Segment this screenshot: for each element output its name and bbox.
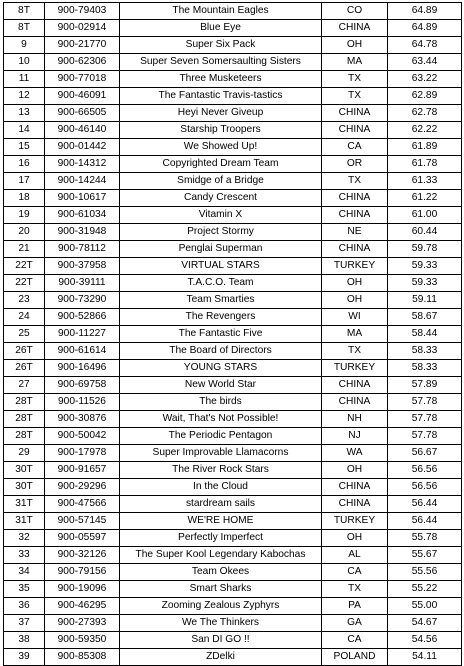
team-name-cell: Starship Troopers [120,122,322,139]
location-cell: TURKEY [322,513,388,530]
rank-cell: 13 [4,105,45,122]
location-cell: CA [322,139,388,156]
table-row [4,275,462,292]
table-row [4,224,462,241]
table-row [4,190,462,207]
table-row [4,615,462,632]
rank-cell: 15 [4,139,45,156]
team-name-cell: Candy Crescent [120,190,322,207]
location-cell: OH [322,275,388,292]
table-row [4,122,462,139]
table-row [4,496,462,513]
team-id-cell: 900-05597 [45,530,120,547]
score-cell: 59.33 [388,275,462,292]
rank-cell: 26T [4,360,45,377]
location-cell: AL [322,547,388,564]
table-row [4,564,462,581]
team-name-cell: Heyi Never Giveup [120,105,322,122]
team-name-cell: Three Musketeers [120,71,322,88]
team-id-cell: 900-57145 [45,513,120,530]
rank-cell: 30T [4,462,45,479]
rank-cell: 22T [4,258,45,275]
rank-cell: 21 [4,241,45,258]
location-cell: OH [322,462,388,479]
location-cell: NE [322,224,388,241]
location-cell: POLAND [322,649,388,666]
team-id-cell: 900-77018 [45,71,120,88]
team-name-cell: Blue Eye [120,20,322,37]
team-name-cell: ZDelki [120,649,322,666]
team-name-cell: Project Stormy [120,224,322,241]
team-id-cell: 900-69758 [45,377,120,394]
location-cell: PA [322,598,388,615]
location-cell: CHINA [322,20,388,37]
table-row [4,309,462,326]
team-name-cell: The Fantastic Travis-tastics [120,88,322,105]
location-cell: CA [322,564,388,581]
location-cell: WA [322,445,388,462]
team-id-cell: 900-21770 [45,37,120,54]
score-cell: 59.33 [388,258,462,275]
score-cell: 58.33 [388,360,462,377]
score-cell: 59.78 [388,241,462,258]
table-row [4,241,462,258]
location-cell: CHINA [322,394,388,411]
score-cell: 64.89 [388,20,462,37]
team-id-cell: 900-27393 [45,615,120,632]
team-name-cell: Copyrighted Dream Team [120,156,322,173]
team-name-cell: Super Seven Somersaulting Sisters [120,54,322,71]
table-row [4,462,462,479]
team-id-cell: 900-91657 [45,462,120,479]
table-row [4,479,462,496]
table-row [4,411,462,428]
location-cell: OH [322,530,388,547]
team-id-cell: 900-47566 [45,496,120,513]
team-name-cell: WE'RE HOME [120,513,322,530]
team-id-cell: 900-59350 [45,632,120,649]
team-name-cell: The Super Kool Legendary Kabochas [120,547,322,564]
score-cell: 61.22 [388,190,462,207]
table-row [4,207,462,224]
score-cell: 63.44 [388,54,462,71]
score-cell: 61.89 [388,139,462,156]
table-row [4,173,462,190]
score-cell: 59.11 [388,292,462,309]
score-cell: 57.89 [388,377,462,394]
team-name-cell: The Revengers [120,309,322,326]
table-row [4,343,462,360]
rank-cell: 20 [4,224,45,241]
rank-cell: 8T [4,3,45,20]
rank-cell: 37 [4,615,45,632]
table-row [4,428,462,445]
rank-cell: 39 [4,649,45,666]
team-name-cell: We The Thinkers [120,615,322,632]
rank-cell: 28T [4,394,45,411]
location-cell: TX [322,173,388,190]
location-cell: CHINA [322,190,388,207]
score-cell: 54.56 [388,632,462,649]
team-name-cell: Penglai Superman [120,241,322,258]
score-cell: 58.33 [388,343,462,360]
team-id-cell: 900-29296 [45,479,120,496]
team-id-cell: 900-10617 [45,190,120,207]
location-cell: TX [322,71,388,88]
location-cell: TX [322,343,388,360]
rank-cell: 19 [4,207,45,224]
table-row [4,258,462,275]
team-name-cell: Wait, That's Not Possible! [120,411,322,428]
table-row [4,3,462,20]
rank-cell: 16 [4,156,45,173]
team-name-cell: stardream sails [120,496,322,513]
table-row [4,37,462,54]
score-cell: 58.67 [388,309,462,326]
rank-cell: 28T [4,428,45,445]
score-cell: 55.22 [388,581,462,598]
rank-cell: 34 [4,564,45,581]
team-name-cell: The Periodic Pentagon [120,428,322,445]
score-cell: 63.22 [388,71,462,88]
team-id-cell: 900-31948 [45,224,120,241]
score-cell: 61.00 [388,207,462,224]
score-cell: 61.33 [388,173,462,190]
rank-cell: 31T [4,513,45,530]
location-cell: CHINA [322,122,388,139]
rank-cell: 9 [4,37,45,54]
team-id-cell: 900-37958 [45,258,120,275]
score-cell: 57.78 [388,411,462,428]
results-table [3,2,462,666]
team-id-cell: 900-01442 [45,139,120,156]
location-cell: NH [322,411,388,428]
team-name-cell: Vitamin X [120,207,322,224]
score-cell: 55.67 [388,547,462,564]
team-name-cell: Team Smarties [120,292,322,309]
team-name-cell: VIRTUAL STARS [120,258,322,275]
rank-cell: 29 [4,445,45,462]
score-cell: 54.11 [388,649,462,666]
location-cell: CHINA [322,105,388,122]
table-row [4,377,462,394]
team-name-cell: The birds [120,394,322,411]
location-cell: OR [322,156,388,173]
location-cell: OH [322,37,388,54]
location-cell: CHINA [322,479,388,496]
score-cell: 56.44 [388,513,462,530]
results-table-body [4,3,462,666]
team-name-cell: Smidge of a Bridge [120,173,322,190]
table-row [4,88,462,105]
team-id-cell: 900-62306 [45,54,120,71]
score-cell: 57.78 [388,394,462,411]
table-row [4,71,462,88]
location-cell: CHINA [322,496,388,513]
rank-cell: 10 [4,54,45,71]
table-row [4,581,462,598]
score-cell: 64.89 [388,3,462,20]
location-cell: TURKEY [322,258,388,275]
rank-cell: 8T [4,20,45,37]
table-row [4,54,462,71]
table-row [4,445,462,462]
rank-cell: 32 [4,530,45,547]
rank-cell: 30T [4,479,45,496]
rank-cell: 38 [4,632,45,649]
team-id-cell: 900-66505 [45,105,120,122]
score-cell: 62.22 [388,122,462,139]
location-cell: TX [322,88,388,105]
rank-cell: 18 [4,190,45,207]
location-cell: WI [322,309,388,326]
location-cell: TX [322,581,388,598]
team-id-cell: 900-14312 [45,156,120,173]
location-cell: CO [322,3,388,20]
rank-cell: 14 [4,122,45,139]
rank-cell: 28T [4,411,45,428]
rank-cell: 12 [4,88,45,105]
location-cell: CHINA [322,207,388,224]
team-id-cell: 900-19096 [45,581,120,598]
team-name-cell: Smart Sharks [120,581,322,598]
table-row [4,547,462,564]
location-cell: CA [322,632,388,649]
rank-cell: 31T [4,496,45,513]
team-id-cell: 900-11526 [45,394,120,411]
rank-cell: 27 [4,377,45,394]
score-cell: 62.78 [388,105,462,122]
team-id-cell: 900-32126 [45,547,120,564]
location-cell: CHINA [322,241,388,258]
team-name-cell: The Board of Directors [120,343,322,360]
score-cell: 56.56 [388,462,462,479]
rank-cell: 25 [4,326,45,343]
team-id-cell: 900-79156 [45,564,120,581]
rank-cell: 11 [4,71,45,88]
team-name-cell: New World Star [120,377,322,394]
score-cell: 57.78 [388,428,462,445]
team-name-cell: Perfectly Imperfect [120,530,322,547]
team-name-cell: YOUNG STARS [120,360,322,377]
table-row [4,326,462,343]
table-row [4,649,462,666]
team-id-cell: 900-17978 [45,445,120,462]
location-cell: GA [322,615,388,632]
team-id-cell: 900-02914 [45,20,120,37]
location-cell: OH [322,292,388,309]
table-row [4,139,462,156]
team-id-cell: 900-78112 [45,241,120,258]
rank-cell: 22T [4,275,45,292]
table-row [4,394,462,411]
score-cell: 62.89 [388,88,462,105]
team-id-cell: 900-61034 [45,207,120,224]
score-cell: 58.44 [388,326,462,343]
team-id-cell: 900-50042 [45,428,120,445]
score-cell: 60.44 [388,224,462,241]
table-row [4,530,462,547]
score-cell: 54.67 [388,615,462,632]
team-name-cell: The Mountain Eagles [120,3,322,20]
team-id-cell: 900-39111 [45,275,120,292]
score-cell: 55.56 [388,564,462,581]
team-name-cell: In the Cloud [120,479,322,496]
score-cell: 56.56 [388,479,462,496]
team-name-cell: Team Okees [120,564,322,581]
table-row [4,292,462,309]
team-id-cell: 900-11227 [45,326,120,343]
location-cell: CHINA [322,377,388,394]
score-cell: 64.78 [388,37,462,54]
score-cell: 55.78 [388,530,462,547]
table-row [4,105,462,122]
team-name-cell: San DI GO !! [120,632,322,649]
location-cell: NJ [322,428,388,445]
team-name-cell: T.A.C.O. Team [120,275,322,292]
rank-cell: 36 [4,598,45,615]
team-name-cell: Zooming Zealous Zyphyrs [120,598,322,615]
score-cell: 55.00 [388,598,462,615]
rank-cell: 26T [4,343,45,360]
team-id-cell: 900-61614 [45,343,120,360]
score-cell: 56.44 [388,496,462,513]
team-id-cell: 900-46140 [45,122,120,139]
team-name-cell: Super Six Pack [120,37,322,54]
score-cell: 61.78 [388,156,462,173]
team-id-cell: 900-14244 [45,173,120,190]
table-row [4,20,462,37]
team-name-cell: Super Improvable Llamacorns [120,445,322,462]
team-name-cell: The Fantastic Five [120,326,322,343]
team-id-cell: 900-16496 [45,360,120,377]
rank-cell: 24 [4,309,45,326]
team-id-cell: 900-79403 [45,3,120,20]
team-id-cell: 900-73290 [45,292,120,309]
table-row [4,632,462,649]
table-row [4,513,462,530]
team-id-cell: 900-85308 [45,649,120,666]
rank-cell: 17 [4,173,45,190]
team-name-cell: We Showed Up! [120,139,322,156]
team-id-cell: 900-30876 [45,411,120,428]
team-name-cell: The River Rock Stars [120,462,322,479]
location-cell: MA [322,326,388,343]
rank-cell: 35 [4,581,45,598]
table-row [4,156,462,173]
table-row [4,360,462,377]
location-cell: TURKEY [322,360,388,377]
rank-cell: 33 [4,547,45,564]
team-id-cell: 900-52866 [45,309,120,326]
location-cell: MA [322,54,388,71]
team-id-cell: 900-46091 [45,88,120,105]
team-id-cell: 900-46295 [45,598,120,615]
rank-cell: 23 [4,292,45,309]
table-row [4,598,462,615]
score-cell: 56.67 [388,445,462,462]
